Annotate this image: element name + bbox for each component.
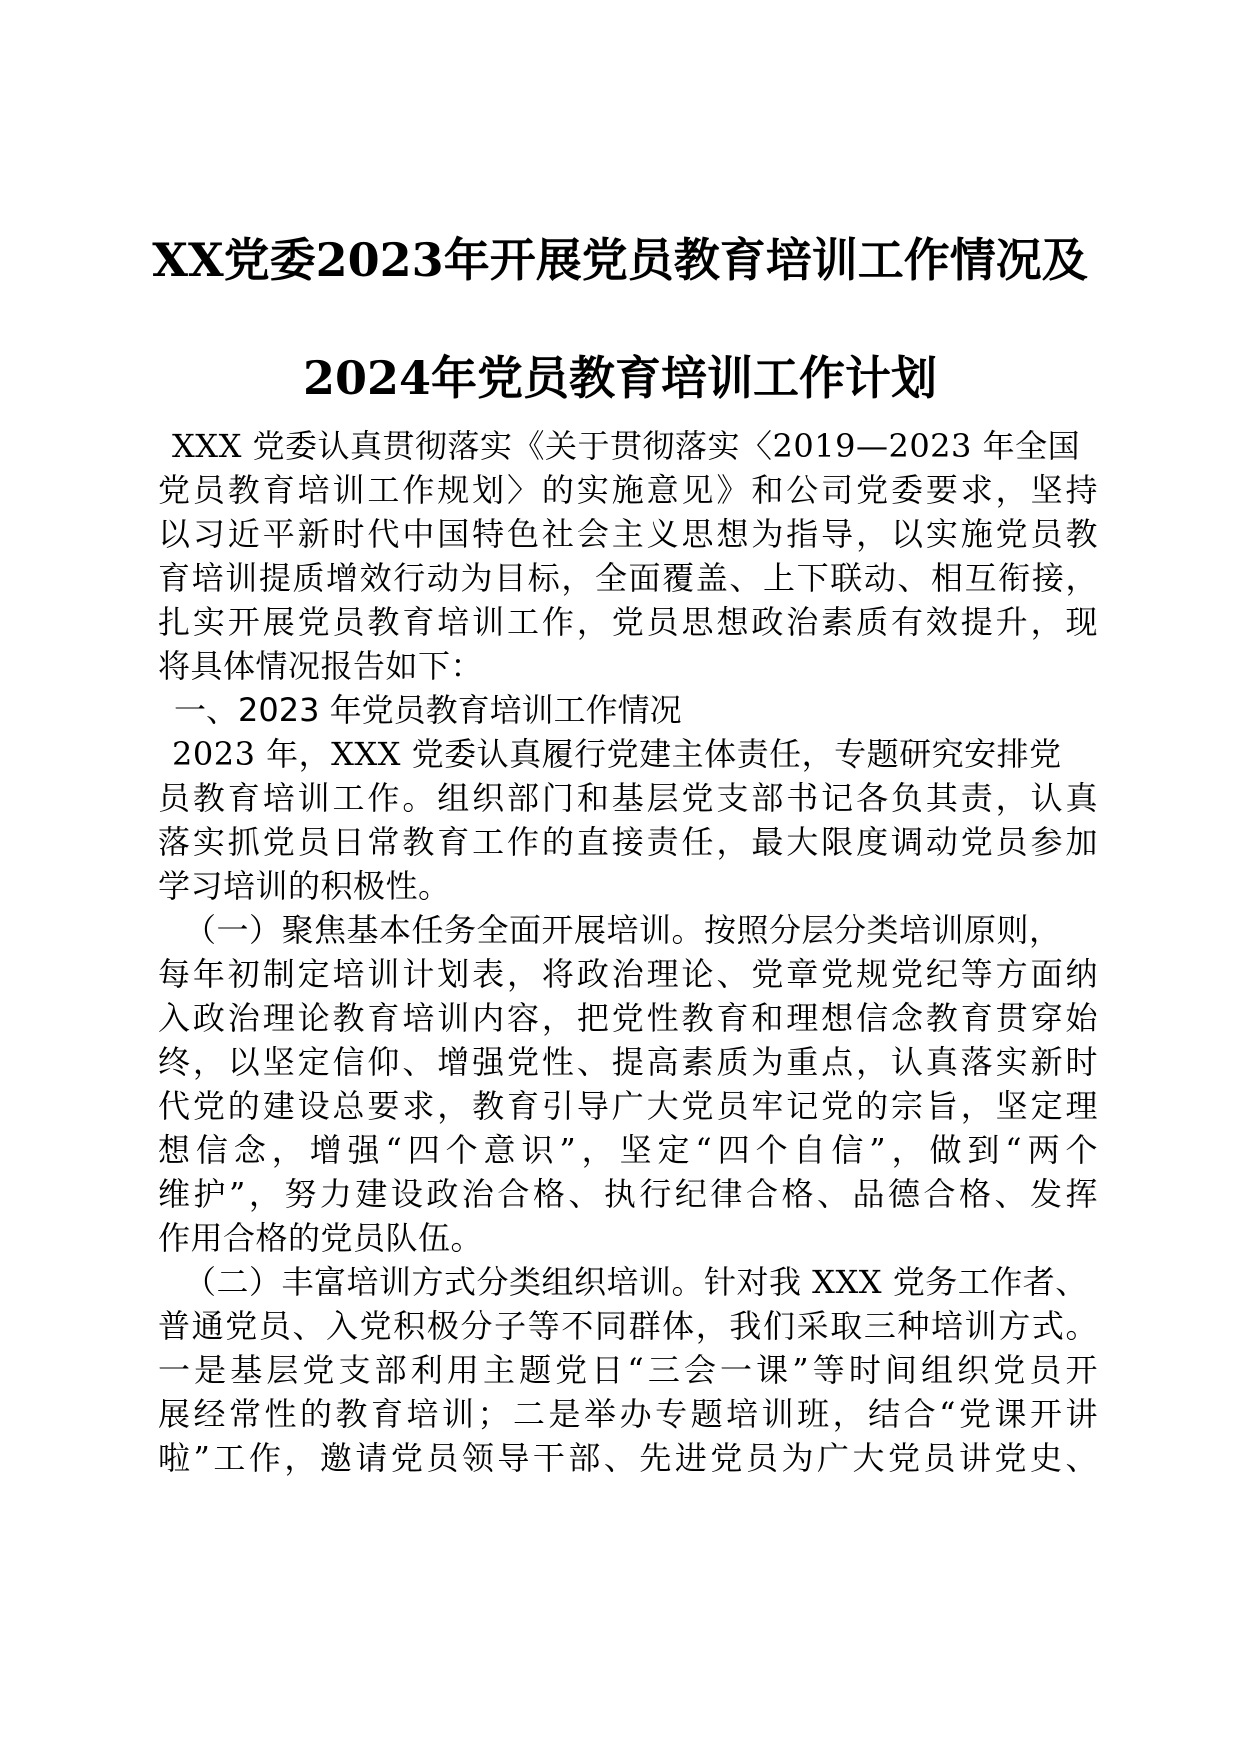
subsection1-line: 维护”，努力建设政治合格、执行纪律合格、品德合格、发挥	[158, 1175, 1098, 1213]
intro-line: 党员教育培训工作规划〉的实施意见》和公司党委要求，坚持	[158, 471, 1098, 509]
intro-line: 扎实开展党员教育培训工作，党员思想政治素质有效提升，现	[158, 603, 1098, 641]
section1-line: 落实抓党员日常教育工作的直接责任，最大限度调动党员参加	[158, 823, 1098, 861]
section1-line: 2023 年，XXX 党委认真履行党建主体责任，专题研究安排党	[172, 735, 1062, 773]
section1-line: 员教育培训工作。组织部门和基层党支部书记各负其责，认真	[158, 779, 1098, 817]
subsection2-line: 啦”工作，邀请党员领导干部、先进党员为广大党员讲党史、	[158, 1439, 1098, 1477]
subsection2-line: （二）丰富培训方式分类组织培训。针对我 XXX 党务工作者、	[184, 1263, 1088, 1301]
section1-line: 学习培训的积极性。	[158, 867, 451, 905]
subsection1-line: 代党的建设总要求，教育引导广大党员牢记党的宗旨，坚定理	[158, 1087, 1098, 1125]
document-title-line-2: 2024年党员教育培训工作计划	[302, 351, 938, 405]
subsection2-line: 普通党员、入党积极分子等不同群体，我们采取三种培训方式。	[158, 1307, 1098, 1345]
subsection2-line: 展经常性的教育培训；二是举办专题培训班，结合“党课开讲	[158, 1395, 1098, 1433]
intro-line: 将具体情况报告如下：	[158, 647, 484, 685]
subsection1-line: 作用合格的党员队伍。	[158, 1219, 484, 1257]
subsection1-line: 想信念，增强“四个意识”，坚定“四个自信”，做到“两个	[158, 1131, 1098, 1169]
document-title-line-1: XX党委2023年开展党员教育培训工作情况及	[152, 233, 1088, 287]
intro-line: 育培训提质增效行动为目标，全面覆盖、上下联动、相互衔接，	[158, 559, 1098, 597]
intro-line: XXX 党委认真贯彻落实《关于贯彻落实〈2019—2023 年全国	[172, 427, 1081, 465]
subsection2-line: 一是基层党支部利用主题党日“三会一课”等时间组织党员开	[158, 1351, 1098, 1389]
subsection1-line: 入政治理论教育培训内容，把党性教育和理想信念教育贯穿始	[158, 999, 1098, 1037]
subsection1-line: 每年初制定培训计划表，将政治理论、党章党规党纪等方面纳	[158, 955, 1098, 993]
subsection1-line: （一）聚焦基本任务全面开展培训。按照分层分类培训原则，	[184, 911, 1062, 949]
section-heading: 一、2023 年党员教育培训工作情况	[174, 691, 682, 729]
intro-line: 以习近平新时代中国特色社会主义思想为指导，以实施党员教	[158, 515, 1098, 553]
subsection1-line: 终，以坚定信仰、增强党性、提高素质为重点，认真落实新时	[158, 1043, 1098, 1081]
